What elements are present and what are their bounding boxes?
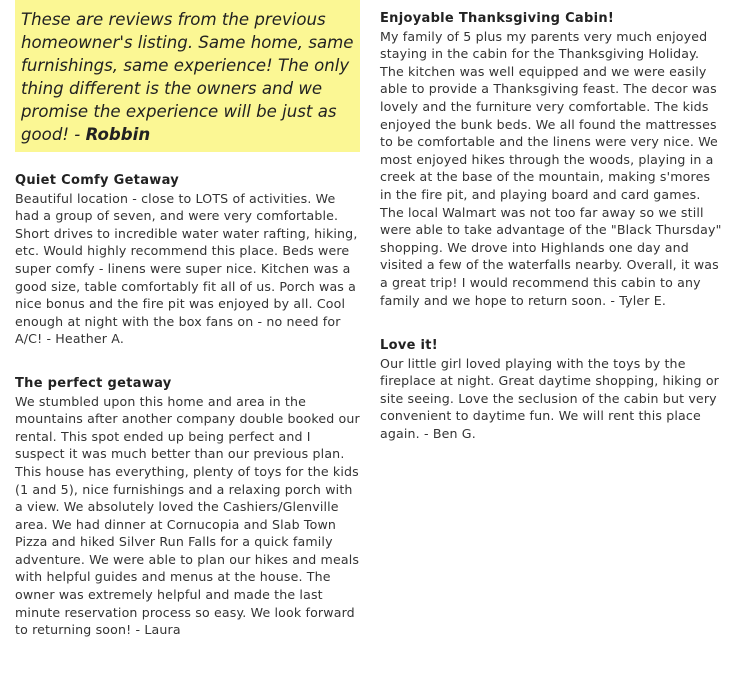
right-column bbox=[380, 0, 725, 470]
review-body: Our little girl loved playing with the toys by the fireplace at night. Great daytime shopping, hiking or site seeing. Love the seclusion of the cabin but very convenient to daytime fun. We will rent this place again. - Ben G. bbox=[380, 355, 720, 442]
review-body: My family of 5 plus my parents very much enjoyed staying in the cabin for the Thanksgiving Holiday. The kitchen was well equipped and we were easily able to provide a Thanksgiving feast. The decor was lovely and the furniture very comfortable. The kids enjoyed the bunk beds. We all found the mattresses to be comfortable and the linens were very nice. We most enjoyed hikes through the woods, playing in a creek at the base of the mountain, making s'mores in the fire pit, and playing board and card games. The local Walmart was not too far away so we still were able to take advantage of the "Black Thursday" shopping. We drove into Highlands one day and visited a few of the waterfalls nearby. Overall, it was a great trip! I would recommend this cabin to any family and we hope to return soon. - Tyler E. bbox=[380, 28, 722, 308]
review-love-it bbox=[380, 337, 725, 443]
review-title: Enjoyable Thanksgiving Cabin! bbox=[380, 11, 615, 26]
review-quiet-comfy-getaway bbox=[15, 172, 360, 348]
note-text: These are reviews from the previous homeowner's listing. Same home, same furnishings, same experience! The only thing different is the owners and we promise the experience will be just as good! - bbox=[21, 10, 354, 144]
review-body: We stumbled upon this home and area in the mountains after another company double booked our rental. This spot ended up being perfect and I suspect it was much better than our previous plan. This house has everything, plenty of toys for the kids (1 and 5), nice furnishings and a relaxing porch with a view. We absolutely loved the Cashiers/Glenville area. We had dinner at Cornucopia and Slab Town Pizza and hiked Silver Run Falls for a quick family adventure. We were able to plan our hikes and meals with helpful guides and menus at the house. The owner was extremely helpful and made the last minute reservation process so easy. We look forward to returning soon! - Laura bbox=[15, 393, 360, 638]
review-body: Beautiful location - close to LOTS of activities. We had a group of seven, and were very comfortable. Short drives to incredible water water rafting, hiking, etc. Would highly recommend this place. Beds were super comfy - linens were super nice. Kitchen was a good size, table comfortably fit all of us. Porch was a nice bonus and the fire pit was enjoyed by all. Cool enough at night with the box fans on - no need for A/C! - Heather A. bbox=[15, 190, 358, 347]
review-title: The perfect getaway bbox=[15, 375, 172, 391]
review-title: Love it! bbox=[380, 338, 439, 354]
left-column bbox=[15, 0, 360, 666]
previous-owner-note bbox=[15, 0, 360, 152]
review-enjoyable-thanksgiving-cabin bbox=[380, 10, 725, 309]
review-the-perfect-getaway bbox=[15, 375, 360, 639]
note-signature: Robbin bbox=[85, 125, 151, 144]
review-title: Quiet Comfy Getaway bbox=[15, 173, 180, 188]
